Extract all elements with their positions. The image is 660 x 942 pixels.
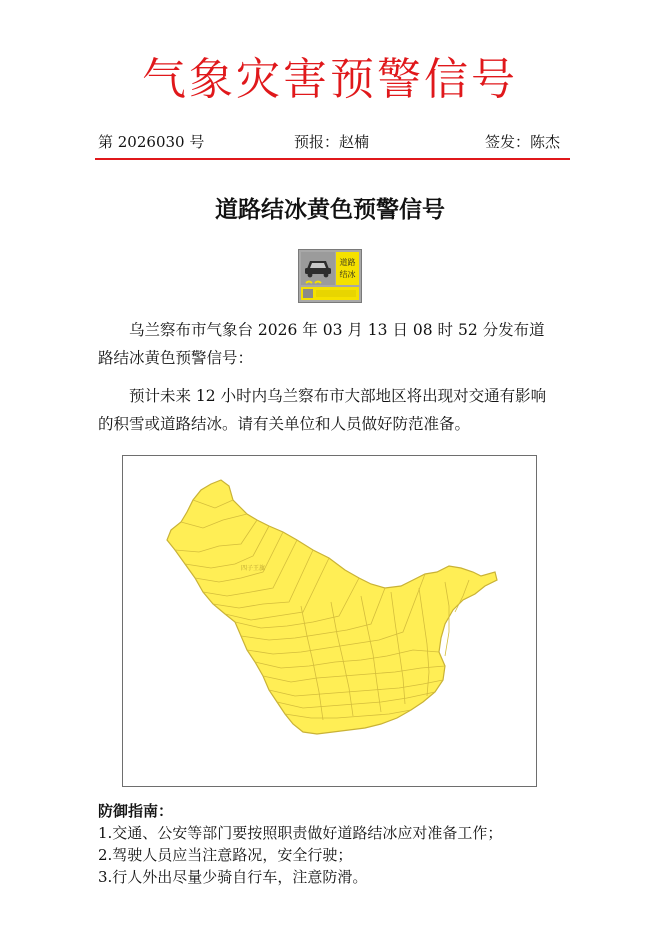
region-map [123, 456, 536, 786]
map-label-siziwang: 四子王旗 [241, 565, 266, 572]
issue-number: 第 2026030 号 [98, 133, 205, 151]
guide-item: 3.行人外出尽量少骑自行车，注意防滑。 [98, 868, 368, 886]
forecaster: 预报：赵楠 [294, 133, 370, 151]
guide-title: 防御指南： [98, 802, 174, 820]
paragraph-forecast: 预计未来 12 小时内乌兰察布市大部地区将出现对交通有影响的积雪或道路结冰。请有关单位和人员做好防范准备。 [98, 387, 547, 433]
meta-row [98, 131, 560, 153]
map-frame [122, 455, 537, 787]
banner-title: 气象灾害预警信号 [142, 54, 518, 105]
signer: 签发：陈杰 [484, 133, 560, 151]
badge-label-line2: 结冰 [339, 270, 356, 279]
defense-guide [98, 800, 568, 888]
header-divider [95, 158, 570, 160]
guide-item: 1.交通、公安等部门要按照职责做好道路结冰应对准备工作； [98, 824, 503, 842]
road-icing-warning-icon [298, 249, 362, 303]
badge-label-line1: 道路 [339, 258, 356, 267]
document-title: 道路结冰黄色预警信号 [215, 196, 445, 223]
paragraph-issuance: 乌兰察布市气象台 2026 年 03 月 13 日 08 时 52 分发布道路结冰黄色预警信号： [98, 321, 545, 367]
guide-item: 2.驾驶人员应当注意路况，安全行驶； [98, 846, 353, 864]
